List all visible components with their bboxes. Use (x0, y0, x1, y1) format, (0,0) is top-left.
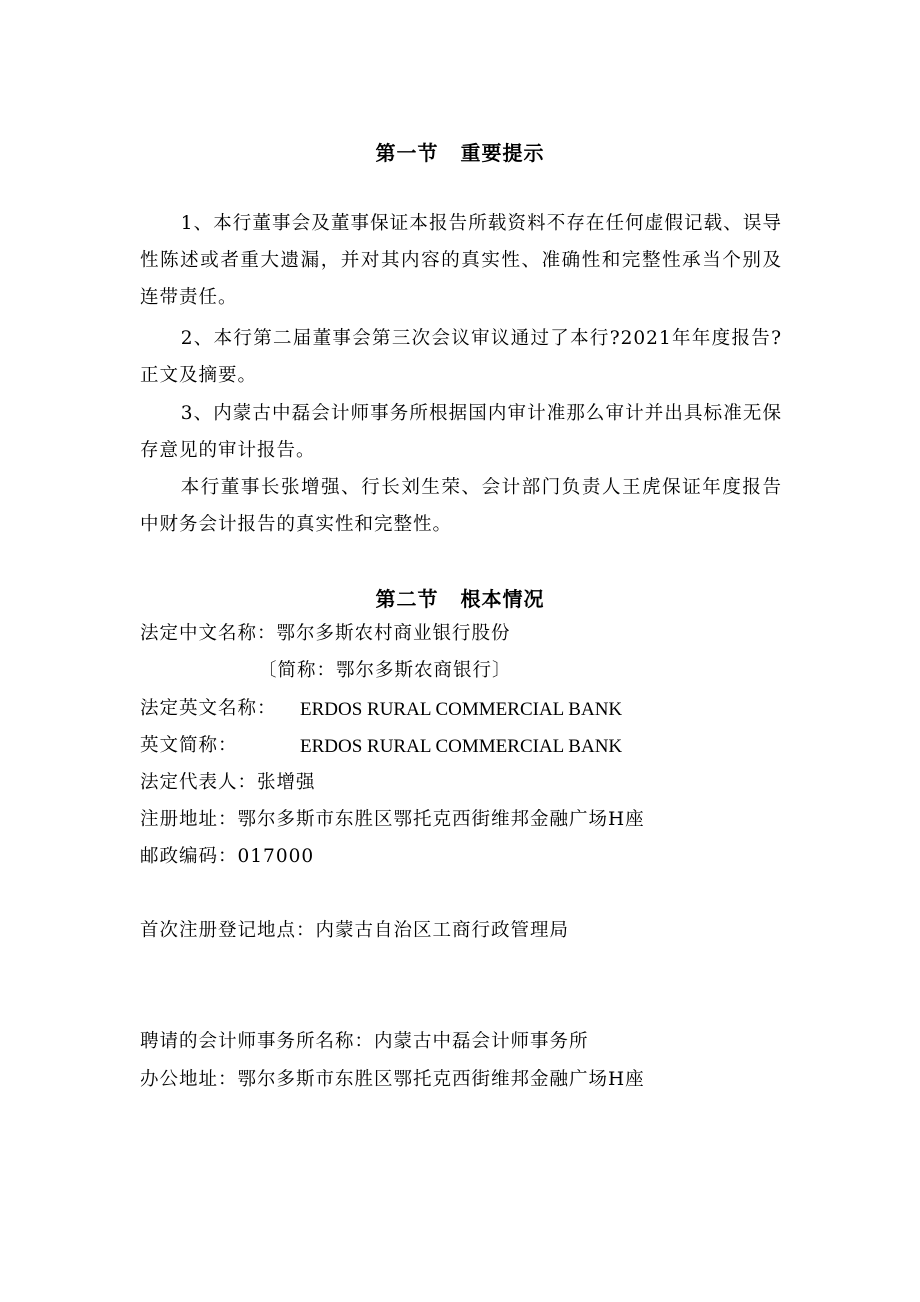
en-short-name-label: 英文简称： (140, 735, 238, 756)
legal-cn-name-row (140, 625, 511, 644)
auditor-row (140, 1033, 589, 1052)
legal-rep-row (140, 774, 316, 793)
section1-number: 第一节 (375, 141, 439, 165)
section1-paragraph-4: 本行董事长张增强、行长刘生荣、会计部门负责人王虎保证年度报告中财务会计报告的真实性和完整性。 (140, 477, 782, 535)
auditor-label: 聘请的会计师事务所名称： (140, 1031, 375, 1052)
section1-paragraph-1: 1、本行董事会及董事保证本报告所载资料不存在任何虚假记载、误导性陈述或者重大遗漏，并对其内容的真实性、准确性和完整性承当个别及连带责任。 (140, 213, 782, 308)
legal-en-name-label: 法定英文名称： (140, 698, 277, 719)
first-reg-label: 首次注册登记地点： (140, 920, 316, 941)
legal-en-name-row (140, 698, 623, 720)
legal-cn-name-label: 法定中文名称： (140, 623, 277, 644)
reg-address-value: 鄂尔多斯市东胜区鄂托克西街维邦金融广场H座 (237, 809, 645, 830)
en-short-name-row (140, 735, 623, 757)
reg-address-label: 注册地址： (140, 809, 238, 830)
legal-rep-label: 法定代表人： (140, 772, 258, 793)
section2-number: 第二节 (375, 587, 439, 611)
en-short-name-value: ERDOS RURAL COMMERCIAL BANK (300, 736, 623, 757)
postcode-label: 邮政编码： (140, 846, 238, 867)
office-address-row (140, 1071, 645, 1090)
section1-title: 重要提示 (460, 141, 545, 165)
section2-title: 根本情况 (460, 587, 545, 611)
first-reg-row (140, 922, 569, 941)
short-name-value: 〔简称：鄂尔多斯农商银行〕 (258, 660, 512, 681)
legal-cn-name-value: 鄂尔多斯农村商业银行股份 (276, 623, 511, 644)
legal-rep-value: 张增强 (257, 772, 316, 793)
reg-address-row (140, 811, 645, 830)
first-reg-value: 内蒙古自治区工商行政管理局 (315, 920, 570, 941)
short-name-row (258, 662, 512, 681)
legal-en-name-value: ERDOS RURAL COMMERCIAL BANK (300, 699, 623, 720)
section1-paragraph-2: 2、本行第二届董事会第三次会议审议通过了本行?2021年年度报告?正文及摘要。 (140, 328, 782, 386)
section1-paragraph-3: 3、内蒙古中磊会计师事务所根据国内审计准那么审计并出具标准无保存意见的审计报告。 (140, 403, 782, 461)
office-address-value: 鄂尔多斯市东胜区鄂托克西街维邦金融广场H座 (237, 1069, 645, 1090)
office-address-label: 办公地址： (140, 1069, 238, 1090)
section2-heading (0, 589, 920, 609)
auditor-value: 内蒙古中磊会计师事务所 (374, 1031, 589, 1052)
postcode-row (140, 848, 314, 867)
section1-heading (0, 143, 920, 163)
postcode-value: 017000 (237, 846, 315, 867)
